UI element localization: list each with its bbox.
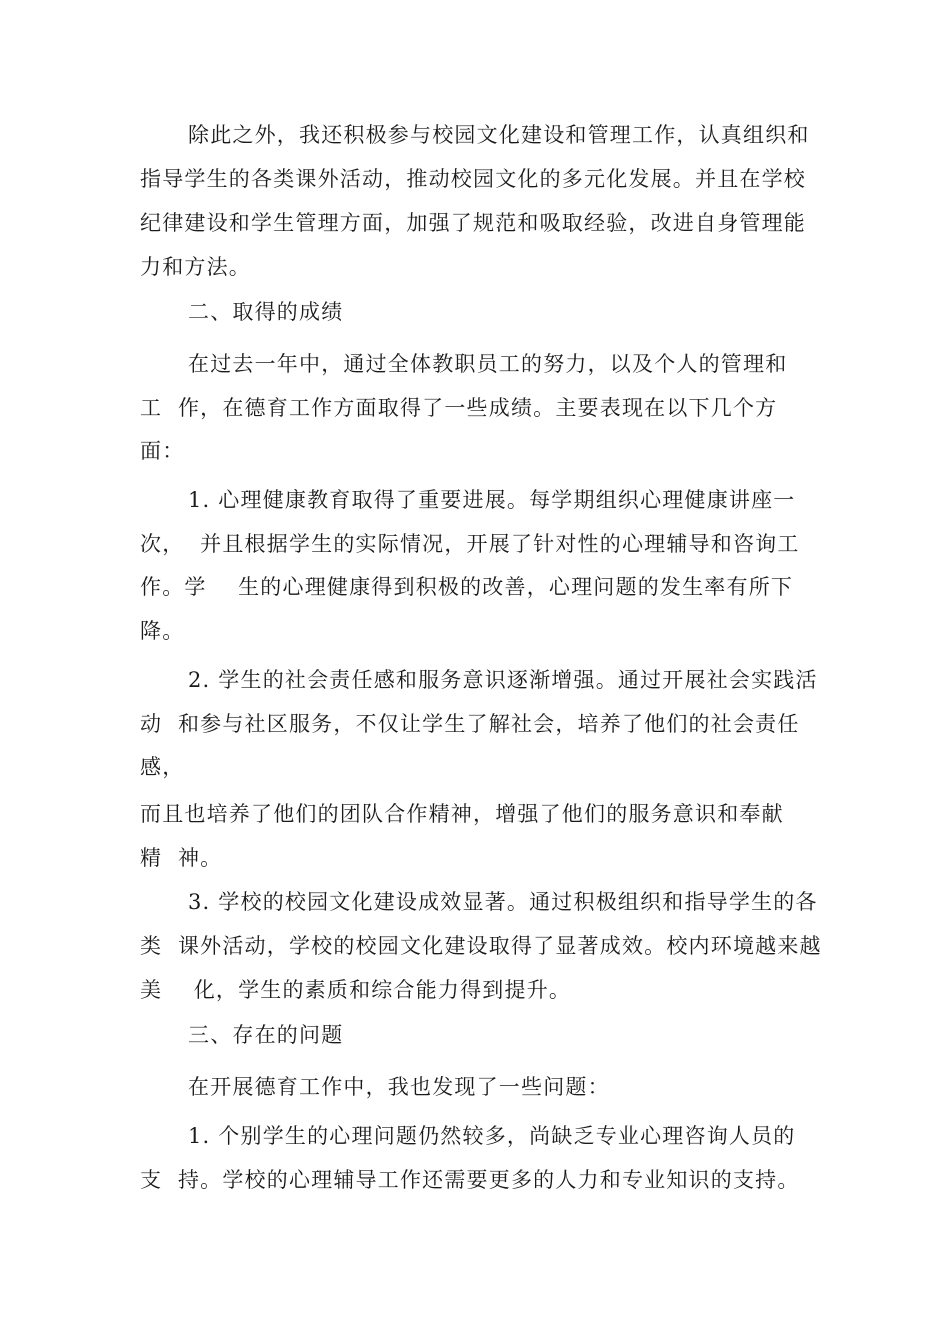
text-line: 除此之外，我还积极参与校园文化建设和管理工作，认真组织和	[188, 123, 810, 147]
text-line: 在开展德育工作中，我也发现了一些问题：	[188, 1075, 610, 1099]
list-item: 1. 心理健康教育取得了重要进展。每学期组织心理健康讲座一	[188, 488, 796, 512]
text-line: 纪律建设和学生管理方面，加强了规范和吸取经验，改进自身管理能	[140, 211, 806, 235]
text-line: 而且也培养了他们的团队合作精神，增强了他们的服务意识和奉献	[140, 802, 784, 826]
section-heading: 二、取得的成绩	[188, 300, 344, 324]
list-item: 1. 个别学生的心理问题仍然较多，尚缺乏专业心理咨询人员的	[188, 1124, 796, 1148]
text-line: 作。学 生的心理健康得到积极的改善，心理问题的发生率有所下	[140, 575, 794, 599]
text-line: 类 课外活动，学校的校园文化建设取得了显著成效。校内环境越来越	[140, 934, 822, 958]
text-line: 指导学生的各类课外活动，推动校园文化的多元化发展。并且在学校	[140, 167, 806, 191]
section-heading: 三、存在的问题	[188, 1023, 344, 1047]
text-line: 支 持。学校的心理辅导工作还需要更多的人力和专业知识的支持。	[140, 1168, 800, 1192]
text-line: 美 化，学生的素质和综合能力得到提升。	[140, 978, 572, 1002]
text-line: 在过去一年中，通过全体教职员工的努力，以及个人的管理和	[188, 352, 788, 376]
text-line: 次， 并且根据学生的实际情况，开展了针对性的心理辅导和咨询工	[140, 532, 800, 556]
text-line: 力和方法。	[140, 255, 251, 279]
text-line: 感，	[140, 755, 185, 779]
list-item: 2. 学生的社会责任感和服务意识逐渐增强。通过开展社会实践活	[188, 668, 818, 692]
list-item: 3. 学校的校园文化建设成效显著。通过积极组织和指导学生的各	[188, 890, 818, 914]
text-line: 面：	[140, 439, 185, 463]
text-line: 降。	[140, 619, 185, 643]
text-line: 精 神。	[140, 846, 223, 870]
text-line: 工 作，在德育工作方面取得了一些成绩。主要表现在以下几个方	[140, 396, 778, 420]
text-line: 动 和参与社区服务，不仅让学生了解社会，培养了他们的社会责任	[140, 712, 800, 736]
